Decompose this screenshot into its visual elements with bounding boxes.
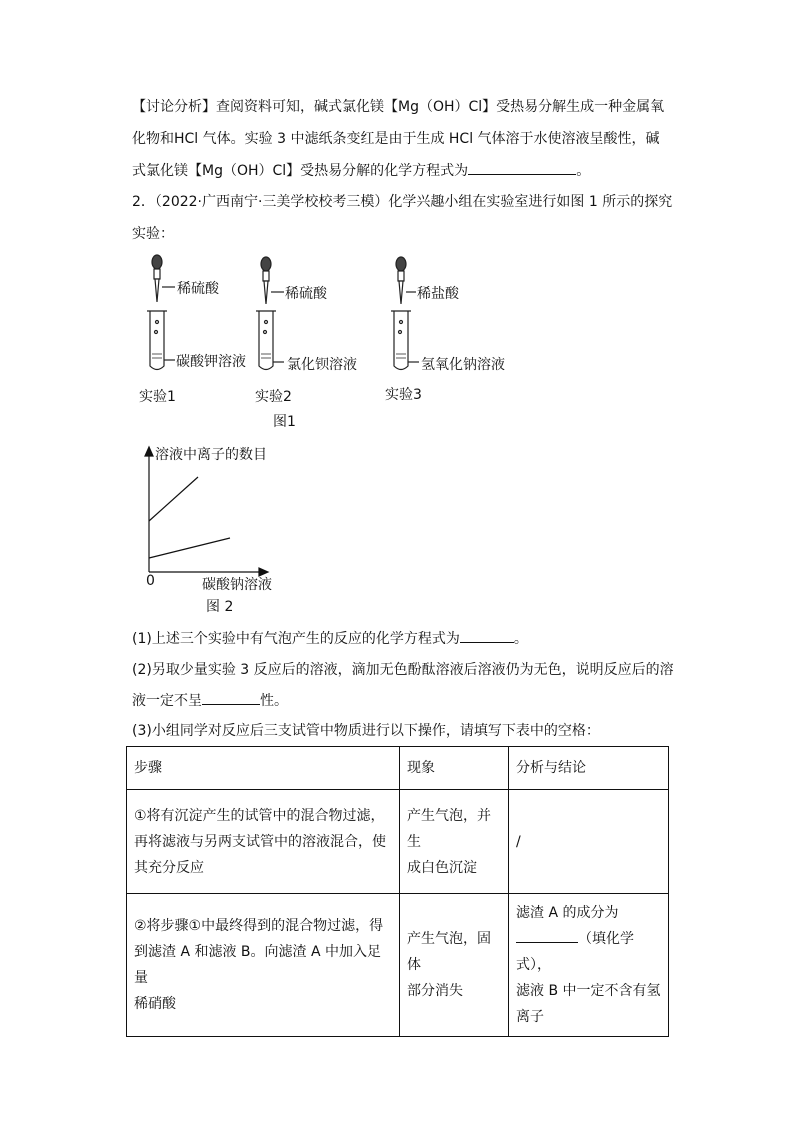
table-header: 分析与结论 [509,747,669,790]
cell-line [516,926,661,978]
dropper-label: 稀盐酸 [417,286,459,302]
ion-line-upper [149,477,198,521]
dropper-label: 稀硫酸 [177,281,219,297]
cell-line: 到滤渣 A 和滤液 B。向滤渣 A 中加入足量 [134,944,382,986]
test-tube-icon [391,311,419,370]
figure2-graph [145,447,268,576]
dropper-icon [152,255,175,302]
cell-line: 再将滤液与另两支试管中的溶液混合，使 [134,833,386,850]
text-line: 【讨论分析】查阅资料可知，碱式氯化镁【Mg（OH）Cl】受热易分解生成一种金属氧 [132,99,665,115]
step-cell [127,894,400,1037]
phenomenon-cell [400,894,509,1037]
text-segment: （填化学式）， [516,931,634,973]
question-line: (2)另取少量实验 3 反应后的溶液，滴加无色酚酞溶液后溶液仍为无色，说明反应后的溶 [132,662,674,678]
table-header-row [127,747,669,790]
y-axis-label: 溶液中离子的数目 [155,447,267,463]
phenomenon-cell [400,790,509,894]
tube-label: 碳酸钾溶液 [176,354,246,370]
cell-line: 滤液 B 中一定不含有氢 [516,983,661,999]
tube-label: 氯化钡溶液 [287,357,357,373]
cell-line: ②将步骤①中最终得到的混合物过滤，得 [134,918,384,934]
cell-line: 离子 [516,1009,544,1025]
text-line: 化物和HCl 气体。实验 3 中滤纸条变红是由于生成 HCl 气体溶于水使溶液呈酸性，碱 [132,131,660,147]
cell-line: 成白色沉淀 [407,859,477,876]
origin-label: 0 [146,573,155,589]
cell-line: 滤渣 A 的成分为 [516,905,619,921]
dropper-label: 稀硫酸 [285,286,327,302]
results-table [126,746,669,1037]
ion-line-lower [149,538,230,558]
question-line: (3)小组同学对反应后三支试管中物质进行以下操作，请填写下表中的空格： [132,723,600,739]
cell-line: 产生气泡，并生 [407,807,491,850]
text-segment: 式氯化镁【Mg（OH）Cl】受热易分解的化学方程式为 [132,163,469,179]
table-header: 现象 [400,747,509,790]
conclusion-cell [509,894,669,1037]
table-header: 步骤 [127,747,400,790]
text-segment: (1)上述三个实验中有气泡产生的反应的化学方程式为 [132,631,460,647]
tube-label: 氢氧化钠溶液 [421,357,505,373]
answer-blank[interactable] [516,928,578,943]
figure-caption: 图 2 [206,599,234,615]
figure-caption: 图1 [273,414,296,430]
cell-line: 稀硝酸 [134,996,176,1012]
conclusion-cell: / [509,790,669,894]
experiment-label: 实验3 [385,387,422,403]
dropper-icon [396,257,416,304]
cell-line: ①将有沉淀产生的试管中的混合物过滤， [134,807,385,824]
y-axis-arrow [145,447,153,456]
table-row [127,894,669,1037]
text-segment: 性。 [260,693,288,709]
text-line: 实验： [132,226,174,242]
text-segment: 。 [513,631,528,647]
experiment-label: 实验2 [255,389,292,405]
cell-line: 部分消失 [407,983,463,999]
text-segment: 液一定不呈 [132,693,202,709]
question-line [132,628,528,649]
cell-line: 产生气泡，固体 [407,931,491,973]
question-header: 2．（2022·广西南宁·三美学校校考三模）化学兴趣小组在实验室进行如图 1 所示的探究 [132,194,673,210]
answer-blank[interactable] [460,628,514,643]
test-tube-icon [256,311,284,370]
experiment-label: 实验1 [139,389,176,405]
answer-blank[interactable] [202,690,260,705]
table-row [127,790,669,894]
step-cell [127,790,400,894]
text-segment: 。 [576,163,591,179]
cell-line: 其充分反应 [134,859,204,876]
x-axis-label: 碳酸钠溶液 [202,577,272,593]
dropper-icon [261,257,284,304]
test-tube-icon [147,311,175,370]
question-line [132,690,288,711]
